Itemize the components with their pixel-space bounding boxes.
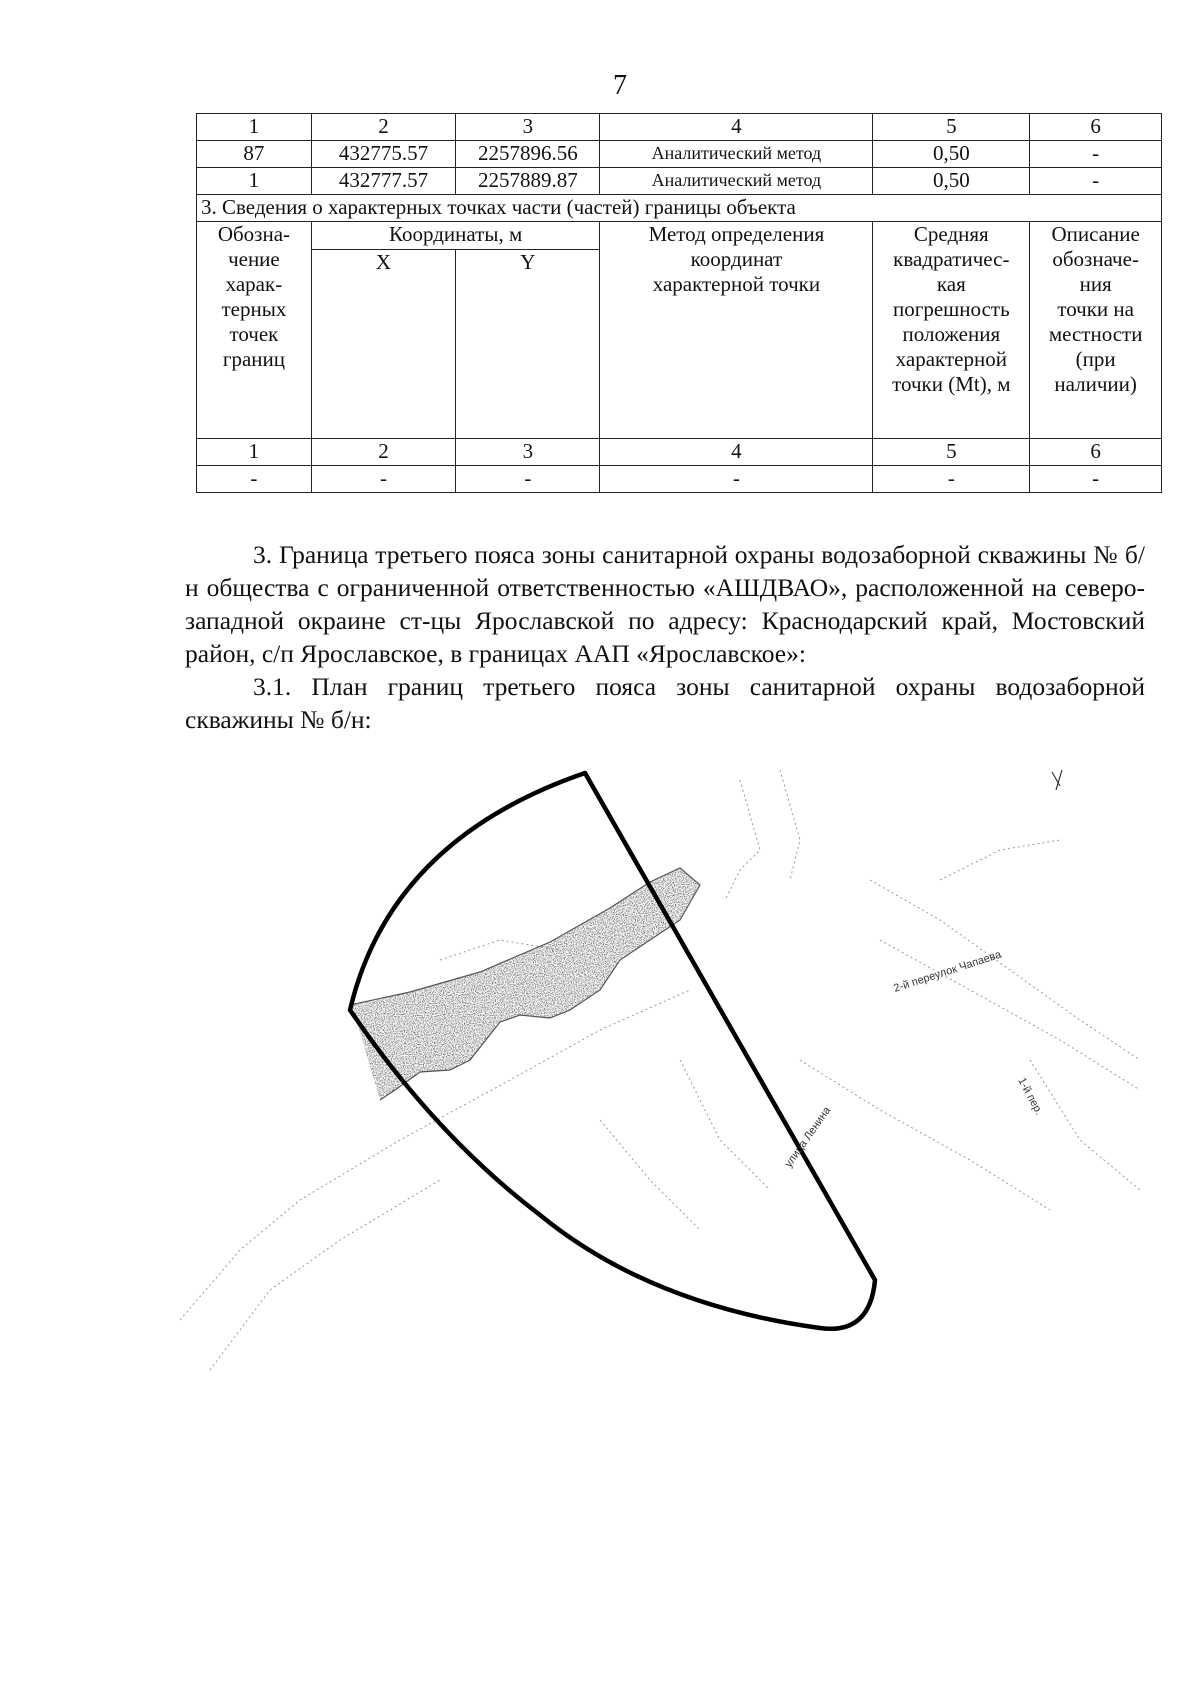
shaded-area xyxy=(350,868,700,1100)
cell-description: - xyxy=(1030,141,1162,168)
cell-empty: - xyxy=(311,466,455,493)
cell-empty: - xyxy=(873,466,1030,493)
cell-description: - xyxy=(1030,168,1162,195)
corner-mark xyxy=(1052,770,1062,790)
column-number-row-2 xyxy=(197,439,1162,466)
paragraph-boundary-description: 3. Граница третьего пояса зоны санитарной охраны водозаборной скважины № б/н общества с ограниченной ответственностью «АШДВАО», расположенной на северо-западной окраине ст-цы Ярославской по адресу: Краснодарский край, Мостовский район, с/п Ярославское, в границах ААП «Ярославское»: xyxy=(185,540,1145,668)
col-number-3: 3 xyxy=(456,114,600,141)
col-number-4: 4 xyxy=(600,114,873,141)
col-number-6: 6 xyxy=(1030,439,1162,466)
col-number-2: 2 xyxy=(311,114,455,141)
empty-row xyxy=(197,466,1162,493)
header-coordinates: Координаты, м xyxy=(311,222,600,250)
col-number-5: 5 xyxy=(873,114,1030,141)
cell-method: Аналитический метод xyxy=(600,168,873,195)
col-number-1: 1 xyxy=(197,114,312,141)
coordinates-table xyxy=(196,113,1162,493)
paragraph-plan-title: 3.1. План границ третьего пояса зоны санитарной охраны водозаборной скважины № б/н: xyxy=(185,672,1145,734)
table-row xyxy=(197,168,1162,195)
section-title-row xyxy=(197,195,1162,222)
header-designation: Обозна- чение харак- терных точек границ xyxy=(197,222,312,439)
section-title: 3. Сведения о характерных точках части (частей) границы объекта xyxy=(197,195,1162,222)
cell-point: 1 xyxy=(197,168,312,195)
page-number: 7 xyxy=(613,70,627,101)
cell-error: 0,50 xyxy=(873,168,1030,195)
cell-empty: - xyxy=(1030,466,1162,493)
col-number-2: 2 xyxy=(311,439,455,466)
cell-method: Аналитический метод xyxy=(600,141,873,168)
col-number-4: 4 xyxy=(600,439,873,466)
header-y: Y xyxy=(456,250,600,439)
sanitary-zone-map xyxy=(180,760,1180,1440)
cell-empty: - xyxy=(600,466,873,493)
col-number-6: 6 xyxy=(1030,114,1162,141)
cell-point: 87 xyxy=(197,141,312,168)
header-row-top xyxy=(197,222,1162,250)
cell-x: 432775.57 xyxy=(311,141,455,168)
col-number-1: 1 xyxy=(197,439,312,466)
header-x: X xyxy=(311,250,455,439)
street-label: 1-й пер. xyxy=(1015,1075,1045,1117)
background-streets xyxy=(180,770,1140,1370)
header-description: Описание обозначе- ния точки на местности (при наличии) xyxy=(1030,222,1162,439)
cell-y: 2257889.87 xyxy=(456,168,600,195)
cell-error: 0,50 xyxy=(873,141,1030,168)
header-error: Средняя квадратичес- кая погрешность положения характерной точки (Mt), м xyxy=(873,222,1030,439)
cell-empty: - xyxy=(197,466,312,493)
cell-empty: - xyxy=(456,466,600,493)
cell-y: 2257896.56 xyxy=(456,141,600,168)
column-number-row xyxy=(197,114,1162,141)
cell-x: 432777.57 xyxy=(311,168,455,195)
street-label: 2-й переулок Чапаева xyxy=(892,948,1003,995)
table-row xyxy=(197,141,1162,168)
street-label: улица Ленина xyxy=(782,1104,834,1170)
header-method: Метод определения координат характерной точки xyxy=(600,222,873,439)
col-number-5: 5 xyxy=(873,439,1030,466)
col-number-3: 3 xyxy=(456,439,600,466)
